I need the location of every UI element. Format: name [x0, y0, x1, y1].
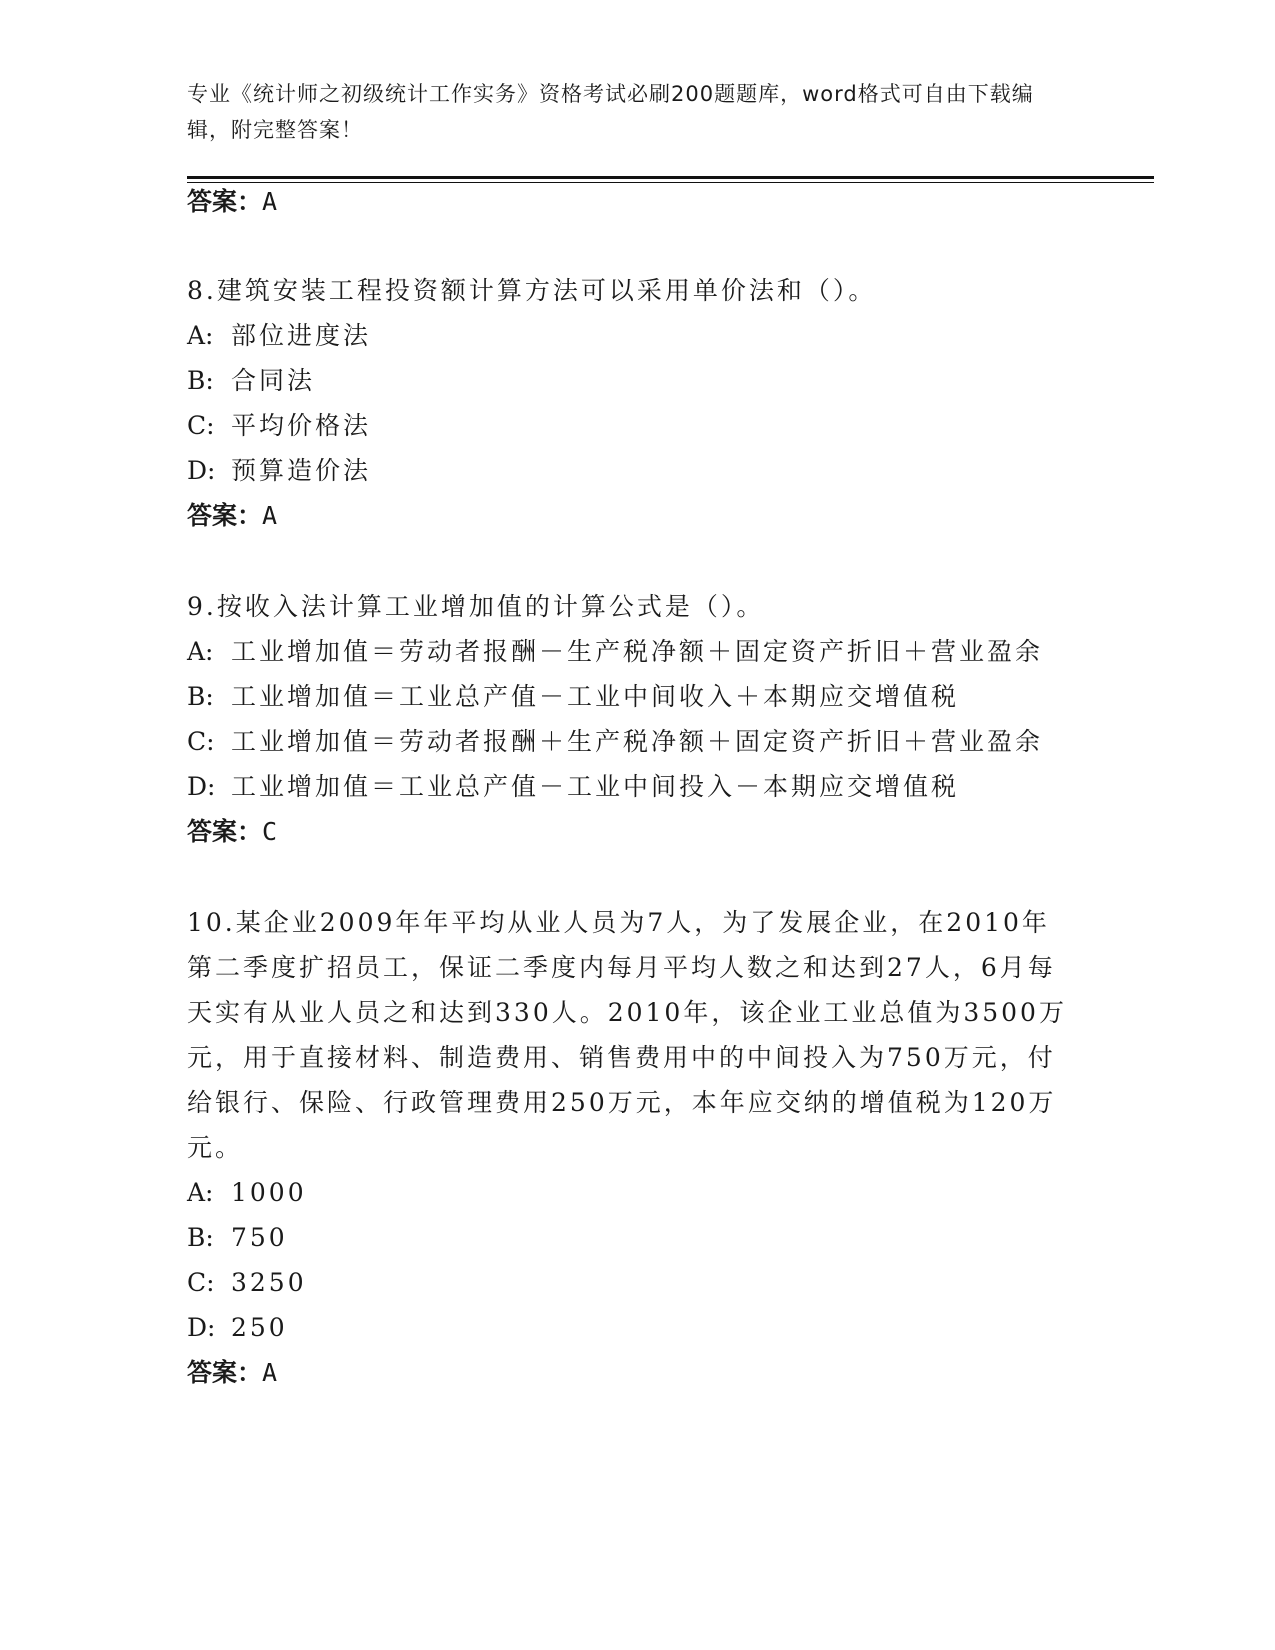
header-rule-thin — [187, 182, 1154, 183]
answer-label: 答案： — [187, 817, 263, 846]
option-text: 1000 — [231, 1178, 307, 1207]
option-key: D: — [187, 1313, 216, 1342]
question-answer — [187, 1350, 1067, 1395]
option-a — [187, 313, 1087, 358]
option-d — [187, 764, 1087, 809]
option-c — [187, 1260, 1067, 1305]
option-key: C: — [187, 727, 215, 756]
question-answer — [187, 809, 1087, 854]
answer-label: 答案： — [187, 501, 263, 530]
option-key: A: — [187, 1178, 214, 1207]
option-key: C: — [187, 1268, 215, 1297]
option-text: 工业增加值＝工业总产值－工业中间投入－本期应交增值税 — [231, 772, 960, 801]
option-text: 预算造价法 — [231, 456, 372, 485]
option-key: A: — [187, 321, 214, 350]
option-text: 工业增加值＝工业总产值－工业中间收入＋本期应交增值税 — [231, 682, 960, 711]
option-key: B: — [187, 1223, 214, 1252]
answer-label: 答案： — [187, 187, 263, 216]
option-key: B: — [187, 366, 214, 395]
document-header: 专业《统计师之初级统计工作实务》资格考试必刷200题题库，word格式可自由下载编辑，附完整答案！ — [187, 82, 1034, 142]
option-b — [187, 1215, 1067, 1260]
option-c — [187, 719, 1087, 764]
option-key: B: — [187, 682, 214, 711]
option-text: 工业增加值＝劳动者报酬＋生产税净额＋固定资产折旧＋营业盈余 — [231, 727, 1044, 756]
option-a — [187, 629, 1087, 674]
question-stem: 10.某企业2009年年平均从业人员为7人，为了发展企业，在2010年第二季度扩招员工，保证二季度内每月平均人数之和达到27人，6月每天实有从业人员之和达到330人。2010年，该企业工业总值为3500万元，用于直接材料、制造费用、销售费用中的中间投入为750万元，付给银行、保险、行政管理费用250万元，本年应交纳的增值税为120万元。 — [187, 908, 1067, 1162]
option-text: 合同法 — [231, 366, 316, 395]
option-text: 3250 — [231, 1268, 307, 1297]
option-key: C: — [187, 411, 215, 440]
option-text: 250 — [231, 1313, 288, 1342]
question-stem: 9.按收入法计算工业增加值的计算公式是（）。 — [187, 592, 765, 621]
answer-value: A — [262, 501, 278, 530]
option-b — [187, 358, 1087, 403]
question-stem: 8.建筑安装工程投资额计算方法可以采用单价法和（）。 — [187, 276, 877, 305]
option-d — [187, 1305, 1067, 1350]
previous-answer — [187, 186, 277, 218]
option-text: 部位进度法 — [231, 321, 372, 350]
option-key: D: — [187, 772, 216, 801]
option-text: 工业增加值＝劳动者报酬－生产税净额＋固定资产折旧＋营业盈余 — [231, 637, 1044, 666]
option-text: 750 — [231, 1223, 288, 1252]
question-8 — [187, 268, 1087, 538]
answer-value: A — [262, 1358, 278, 1387]
option-text: 平均价格法 — [231, 411, 372, 440]
answer-label: 答案： — [187, 1358, 263, 1387]
question-answer — [187, 493, 1087, 538]
question-10 — [187, 900, 1067, 1395]
option-key: A: — [187, 637, 214, 666]
question-9 — [187, 584, 1087, 854]
option-d — [187, 448, 1087, 493]
answer-value: A — [262, 187, 278, 216]
option-a — [187, 1170, 1067, 1215]
option-c — [187, 403, 1087, 448]
answer-value: C — [262, 817, 278, 846]
option-b — [187, 674, 1087, 719]
header-rule-thick — [187, 176, 1154, 179]
option-key: D: — [187, 456, 216, 485]
